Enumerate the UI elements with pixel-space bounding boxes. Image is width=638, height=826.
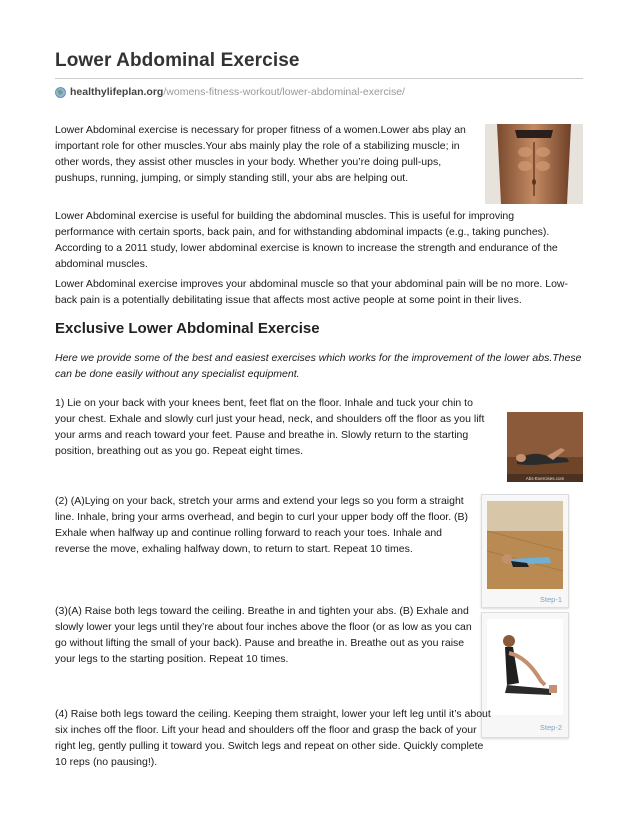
step-1-image: [487, 501, 563, 589]
step-2-caption: Step-2: [539, 723, 562, 732]
globe-icon: [55, 87, 66, 98]
intro-paragraph-1: Lower Abdominal exercise is necessary for proper fitness of a women.Lower abs play an important role for other muscles.Your abs mainly play the role of a stabilizing muscle; in other words, they assist other muscles in your body. Whether you’re doing pull-ups, pushups, running, jumping, or simply standing still, your abs are helping out.: [55, 124, 466, 184]
source-path[interactable]: /womens-fitness-workout/lower-abdominal-exercise/: [163, 86, 405, 98]
step-2-text: (2) (A)Lying on your back, stretch your arms and extend your legs so you form a straight line. Inhale, bring your arms overhead, and begin to curl your upper body off the floor. (B) Exhale when halfway up and continue rolling forward to reach your toes. Inhale and reverse the move, exhaling halfway down, to return to start. Repeat 10 times.: [55, 495, 469, 555]
step-3-text: (3)(A) Raise both legs toward the ceiling. Breathe in and tighten your abs. (B) Exhale and slowly lower your legs until they’re about four inches above the floor (or as low as you can go without lifting the small of your back). Pause and breathe in. Breathe out as you raise your legs to the starting position. Repeat 10 times.: [55, 605, 472, 665]
image-watermark: Abs-Exercises.com: [525, 476, 565, 481]
intro-paragraph-3: Lower Abdominal exercise improves your abdominal muscle so that your abdominal pain will be no more. Low-back pain is a potentially debilitating issue that affects most active people at some point in their lives.: [55, 278, 569, 306]
step-1-image-frame: [481, 494, 569, 608]
step-1-photo: [507, 412, 583, 482]
step-4-text: (4) Raise both legs toward the ceiling. Keeping them straight, lower your left leg until it’s about six inches off the floor. Lift your head and shoulders off the floor and grasp the back of your right leg, gently pulling it toward you. Switch legs and repeat on other side. Quickly complete 10 reps (no pausing!).: [55, 708, 491, 768]
section-heading: Exclusive Lower Abdominal Exercise: [55, 320, 320, 337]
step-1-caption: Step-1: [539, 595, 562, 604]
page-title: Lower Abdominal Exercise: [55, 50, 300, 71]
source-line: [55, 86, 405, 98]
title-divider: [55, 78, 583, 79]
article: [55, 0, 583, 826]
step-2-image: [487, 619, 563, 715]
abs-photo: [485, 124, 583, 204]
section-lead: Here we provide some of the best and easiest exercises which works for the improvement of the lower abs.These can be done easily without any specialist equipment.: [55, 352, 582, 380]
step-1-text: 1) Lie on your back with your knees bent, feet flat on the floor. Inhale and tuck your chin to your chest. Exhale and slowly curl just your head, neck, and shoulders off the floor as you lift your arms and reach toward your feet. Pause and breathe in. Slowly return to the starting position, breathing out as you go. Repeat eight times.: [55, 397, 485, 457]
source-domain[interactable]: healthylifeplan.org: [70, 86, 164, 98]
intro-paragraph-2: Lower Abdominal exercise is useful for building the abdominal muscles. This is useful for improving performance with certain sports, back pain, and for withstanding abdominal impacts (e.g., taking punches). According to a 2011 study, lower abdominal exercise is known to increase the strength and endurance of the abdominal muscles.: [55, 210, 558, 270]
